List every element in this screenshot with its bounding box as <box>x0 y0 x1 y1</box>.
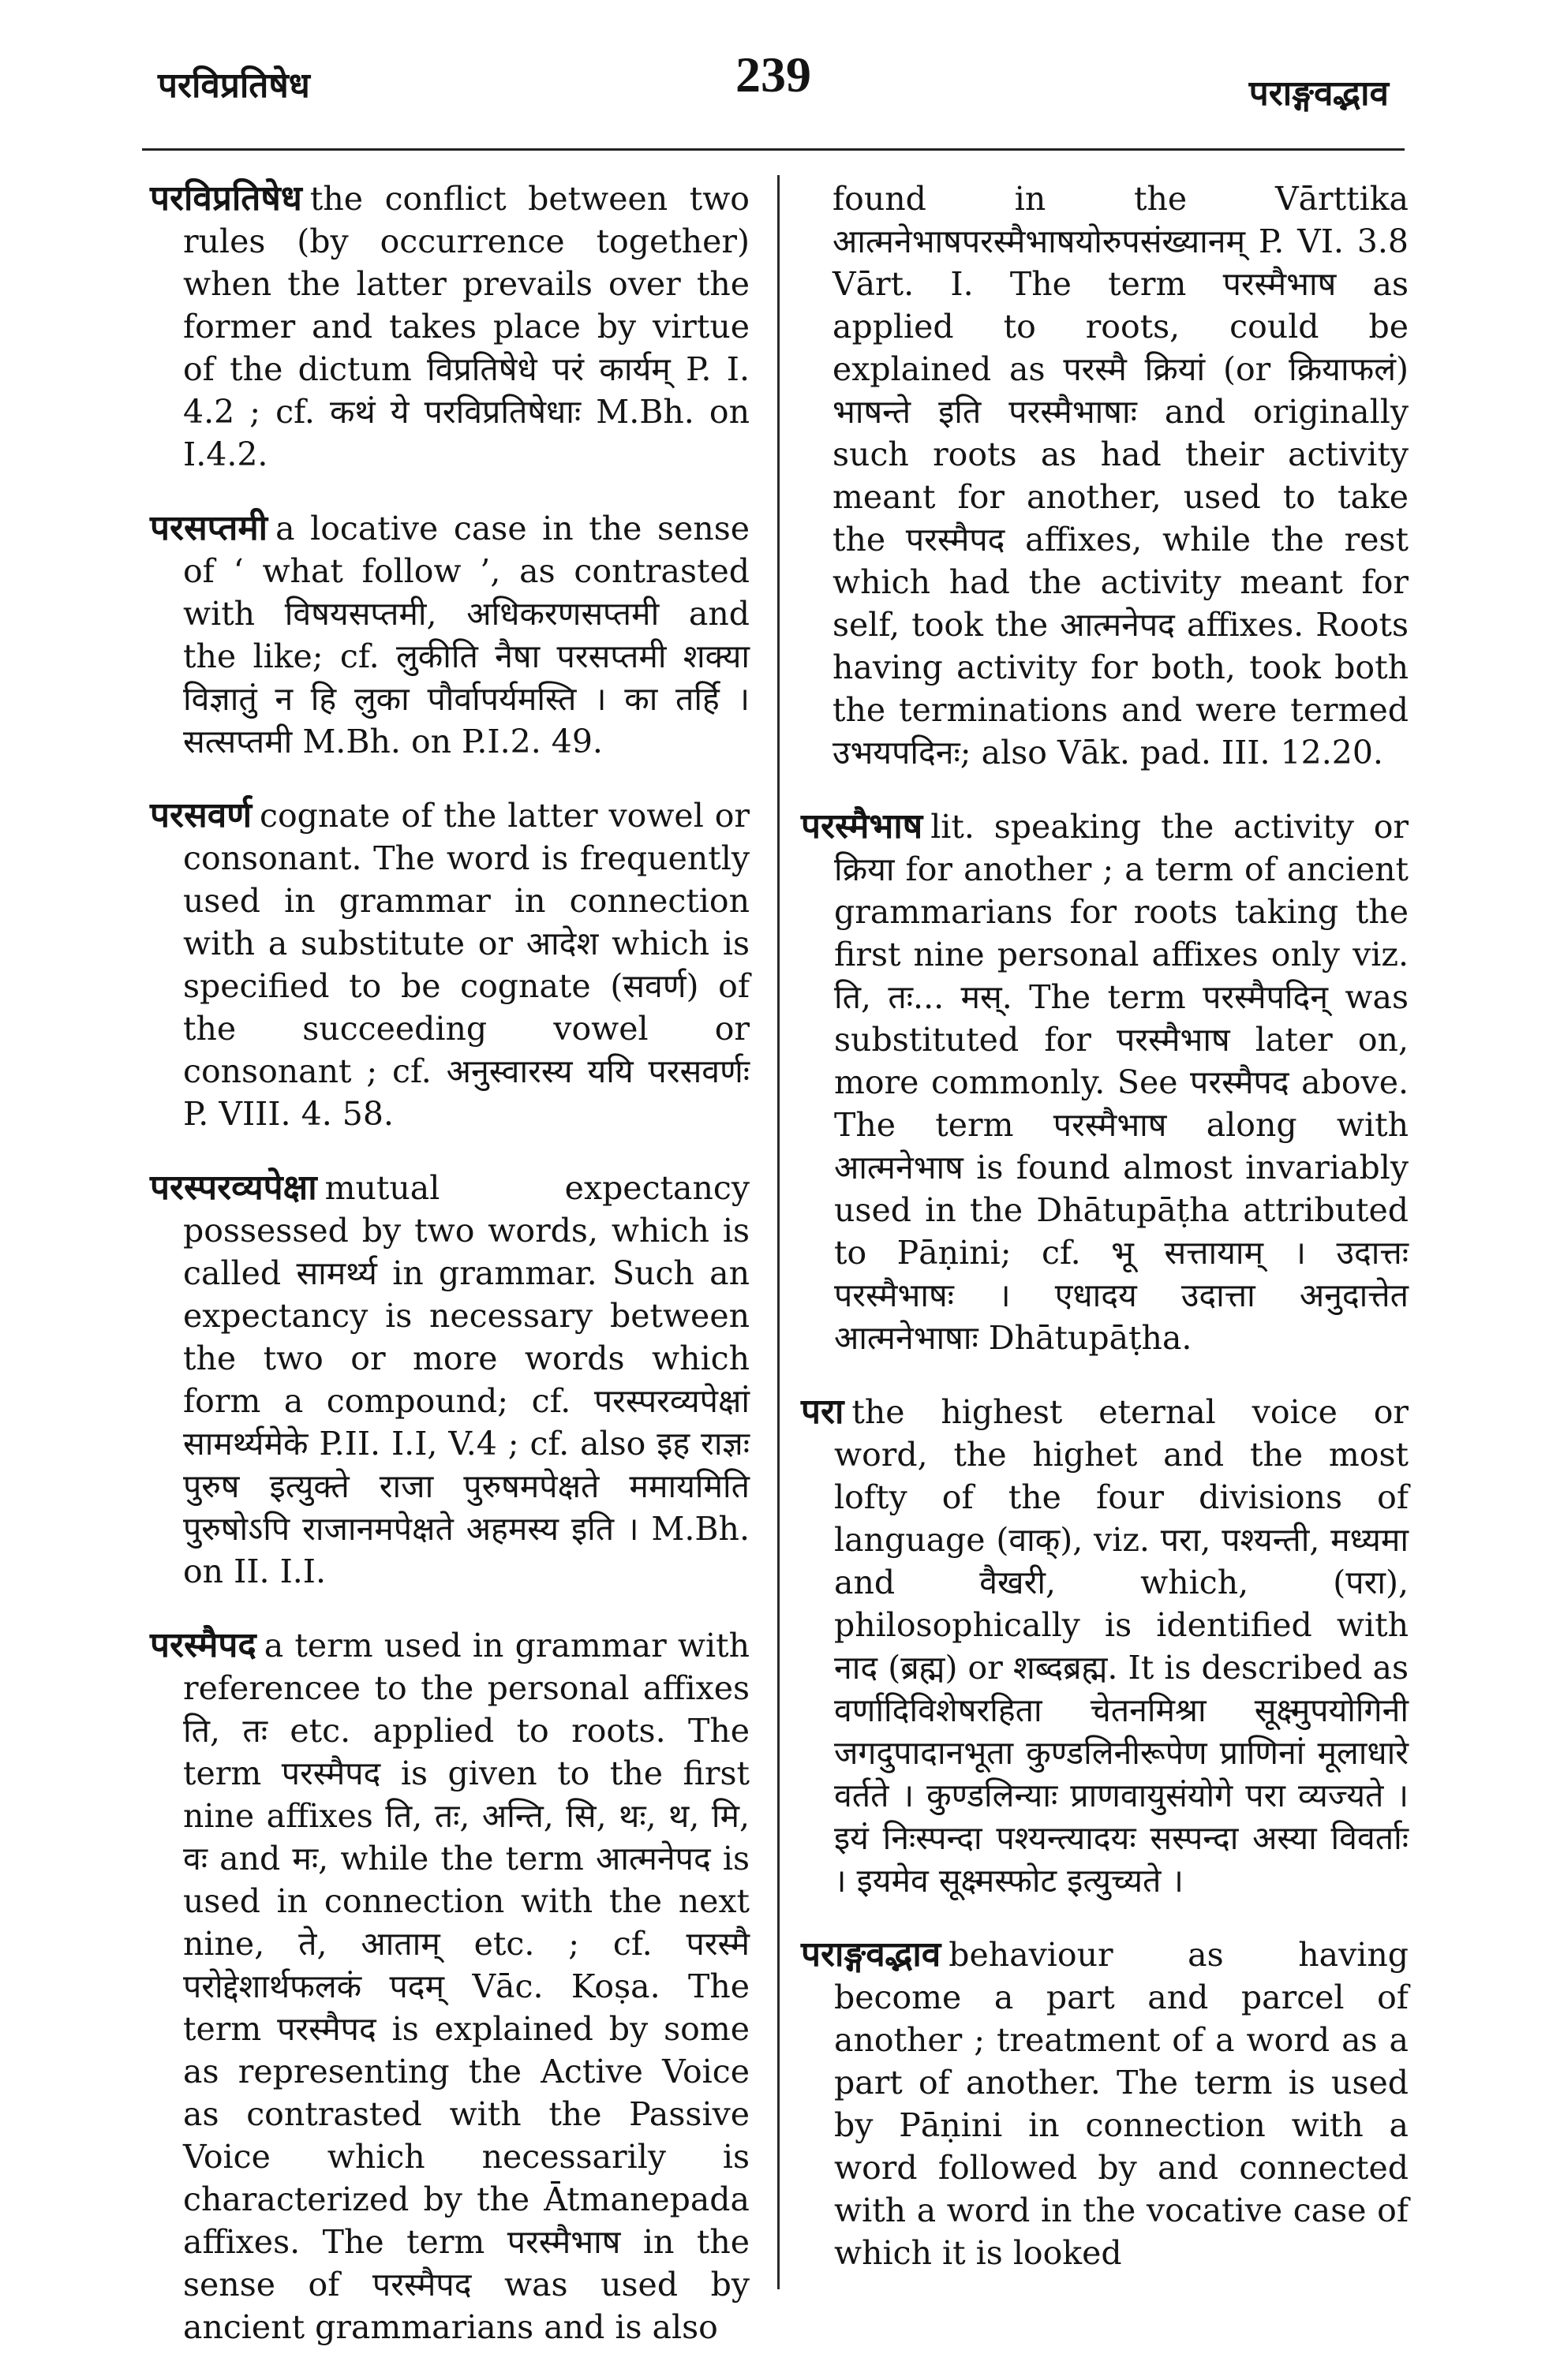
page-number: 239 <box>735 47 811 103</box>
dictionary-entry <box>150 794 750 1135</box>
entry-headword: परस्मैपद <box>150 1625 256 1665</box>
header-left-headword: परविप्रतिषेध <box>158 65 310 106</box>
dictionary-entry <box>150 177 750 476</box>
right-column <box>801 177 1409 2306</box>
header-divider <box>142 148 1405 151</box>
entry-continuation: found in the Vārttika आत्मनेभाषपरस्मैभाषयोरुपसंख्यानम् P. VI. 3.8 Vārt. I. The term परस्मैभाष as applied to roots, could be explained as परस्मै क्रियां (or क्रियाफलं) भाषन्ते इति परस्मैभाषाः and originally such roots as had their activity meant for another, used to take the परस्मैपद affixes, while the rest which had the activity meant for self, took the आत्मनेपद affixes. Roots having activity for both, took both the terminations and were termed उभयपदिनः; also Vāk. pad. III. 12.20. <box>832 180 1409 772</box>
entry-headword: परसप्तमी <box>150 508 268 548</box>
entry-definition: a term used in grammar with referencee to the personal affixes ति, तः etc. applied to roots. The term परस्मैपद is given to the first nine affixes ति, तः, अन्ति, सि, थः, थ, मि, वः and मः, while the term आत्मनेपद is used in connection with the next nine, ते, आताम् etc. ; cf. परस्मै परोद्देशार्थफलकं पदम् Vāc. Koṣa. The term परस्मैपद is explained by some as representing the Active Voice as contrasted with the Passive Voice which necessarily is characterized by the Ātmanepada affixes. The term परस्मैभाष in the sense of परस्मैपद was used by ancient grammarians and is also <box>183 1627 750 2346</box>
dictionary-entry <box>150 1624 750 2348</box>
entry-definition: the conflict between two rules (by occurrence together) when the latter prevails over the former and takes place by virtue of the dictum विप्रतिषेधे परं कार्यम् P. I. 4.2 ; cf. कथं ये परविप्रतिषेधाः M.Bh. on I.4.2. <box>183 180 750 473</box>
entry-definition: the highest eternal voice or word, the highet and the most lofty of the four divisions of language (वाक्), viz. परा, पश्यन्ती, मध्यमा and वैखरी, which, (परा), philosophically is identified with नाद (ब्रह्म) or शब्दब्रह्म. It is described as वर्णादिविशेषरहिता चेतनमिश्रा सूक्ष्मुपयोगिनी जगदुपादानभूता कुण्डलिनीरूपेण प्राणिनां मूलाधारे वर्तते । कुण्डलिन्याः प्राणवायुसंयोगे परा व्यज्यते । इयं निःस्पन्दा पश्यन्त्यादयः सस्पन्दा अस्या विवर्ताः । इयमेव सूक्ष्मस्फोट इत्युच्यते । <box>834 1393 1409 1900</box>
dictionary-entry <box>150 507 750 763</box>
entry-definition: behaviour as having become a part and parcel of another ; treatment of a word as a part of another. The term is used by Pāṇini in connection with a word followed by and connected with a word in the vocative case of which it is looked <box>834 1936 1409 2272</box>
header-right-headword: पराङ्गवद्भाव <box>1248 73 1389 114</box>
entry-definition: cognate of the latter vowel or consonant. The word is frequently used in grammar in connection with a substitute or आदेश which is specified to be cognate (सवर्ण) of the succeeding vowel or consonant ; cf. अनुस्वारस्य ययि परसवर्णः P. VIII. 4. 58. <box>183 797 750 1133</box>
left-column <box>150 177 750 2380</box>
entry-headword: परा <box>801 1392 844 1432</box>
entry-headword: परसवर्ण <box>150 795 253 835</box>
entry-headword: परविप्रतिषेध <box>150 178 302 219</box>
running-head <box>158 46 1389 133</box>
dictionary-entry <box>801 805 1409 1359</box>
dictionary-entry <box>150 1167 750 1593</box>
entry-definition: a locative case in the sense of ‘ what follow ’, as contrasted with विषयसप्तमी, अधिकरणसप्तमी and the like; cf. लुकीति नैषा परसप्तमी शक्या विज्ञातुं न हि लुका पौर्वापर्यमस्ति । का तर्हि । सत्सप्तमी M.Bh. on P.I.2. 49. <box>183 510 750 760</box>
entry-headword: परस्परव्यपेक्षा <box>150 1168 317 1208</box>
column-divider <box>777 175 780 2289</box>
entry-headword: परस्मैभाष <box>801 806 923 846</box>
dictionary-entry <box>801 1391 1409 1902</box>
entry-headword: पराङ्गवद्भाव <box>801 1934 941 1975</box>
entry-definition: lit. speaking the activity or क्रिया for another ; a term of ancient grammarians for roots taking the first nine personal affixes only viz. ति, तः... मस्. The term परस्मैपदिन् was substituted for परस्मैभाष later on, more commonly. See परस्मैपद above. The term परस्मैभाष along with आत्मनेभाष is found almost invariably used in the Dhātupāṭha attributed to Pāṇini; cf. भू सत्तायाम् । उदात्तः परस्मैभाषः । एधादय उदात्ता अनुदात्तेत आत्मनेभाषाः Dhātupāṭha. <box>834 808 1409 1357</box>
entry-definition: mutual expectancy possessed by two words, which is called सामर्थ्य in grammar. Such an expectancy is necessary between the two or more words which form a compound; cf. परस्परव्यपेक्षां सामर्थ्यमेके P.II. I.I, V.4 ; cf. also इह राज्ञः पुरुष इत्युक्ते राजा पुरुषमपेक्षते ममायमिति पुरुषोऽपि राजानमपेक्षते अहमस्य इति । M.Bh. on II. I.I. <box>183 1169 750 1590</box>
dictionary-entry <box>801 1934 1409 2274</box>
